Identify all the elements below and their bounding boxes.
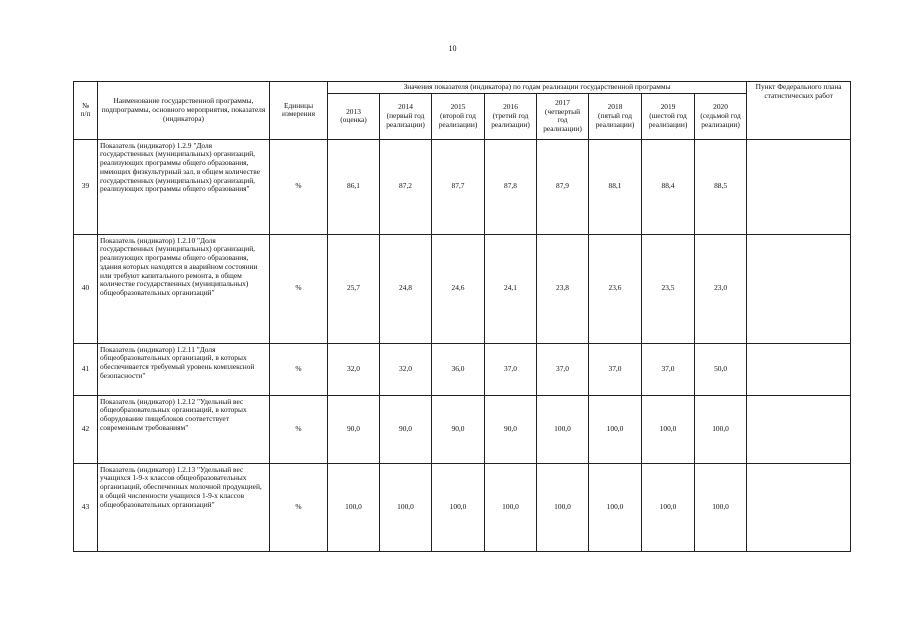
indicator-name: Показатель (индикатор) 1.2.11 "Доля общеобразовательных организаций, в которых обеспечивается требуемый уровень комплексной безопасности" <box>98 343 270 395</box>
value-cell-2019: 23,5 <box>642 234 695 343</box>
value-cell-2020: 100,0 <box>695 463 747 551</box>
header-year-note: (второй год реализации) <box>438 110 478 129</box>
federal-plan-cell <box>747 139 851 234</box>
header-year-2017 <box>537 93 589 139</box>
header-year-label: 2020 <box>713 102 728 112</box>
value-cell-2019: 100,0 <box>642 463 695 551</box>
unit-cell: % <box>270 234 328 343</box>
row-number: 43 <box>74 463 98 551</box>
table-body <box>74 139 851 551</box>
table-row <box>74 139 851 234</box>
value-cell-2020: 100,0 <box>695 395 747 463</box>
unit-cell: % <box>270 463 328 551</box>
header-year-2018 <box>589 93 642 139</box>
value-cell-2017: 100,0 <box>537 463 589 551</box>
indicator-name: Показатель (индикатор) 1.2.13 "Удельный вес учащихся 1-9-х классов общеобразовательных организаций, обеспеченных молочной продукцией, в общей численности учащихся 1-9-х классов общеобразовательных организаций" <box>98 463 270 551</box>
federal-plan-cell <box>747 343 851 395</box>
header-federal: Пункт Федерального плана статистических работ <box>747 82 851 140</box>
header-year-2020 <box>695 93 747 139</box>
value-cell-2015: 100,0 <box>432 463 485 551</box>
value-cell-2016: 24,1 <box>485 234 537 343</box>
value-cell-2014: 32,0 <box>380 343 432 395</box>
value-cell-2014: 90,0 <box>380 395 432 463</box>
header-year-2015 <box>432 93 485 139</box>
value-cell-2015: 87,7 <box>432 139 485 234</box>
value-cell-2017: 23,8 <box>537 234 589 343</box>
value-cell-2015: 24,6 <box>432 234 485 343</box>
indicator-name: Показатель (индикатор) 1.2.12 "Удельный вес общеобразовательных организаций, в которых оборудование пищеблоков соответствует современным требованиям" <box>98 395 270 463</box>
value-cell-2013: 86,1 <box>328 139 380 234</box>
value-cell-2019: 88,4 <box>642 139 695 234</box>
header-values-group: Значения показателя (индикатора) по годам реализации государственной программы <box>328 82 747 94</box>
header-year-label: 2016 <box>503 102 518 112</box>
header-year-note: (первый год реализации) <box>386 110 425 129</box>
header-name: Наименование государственной программы, подпрограммы, основного мероприятия, показателя (индикатора) <box>98 82 270 140</box>
header-year-label: 2013 <box>346 106 361 116</box>
unit-cell: % <box>270 343 328 395</box>
value-cell-2017: 37,0 <box>537 343 589 395</box>
indicators-table <box>73 81 851 552</box>
value-cell-2018: 100,0 <box>589 395 642 463</box>
header-year-note: (четвертый год реализации) <box>543 106 582 133</box>
header-unit: Единицы измерения <box>270 82 328 140</box>
row-number: 40 <box>74 234 98 343</box>
federal-plan-cell <box>747 463 851 551</box>
header-year-2016 <box>485 93 537 139</box>
value-cell-2018: 100,0 <box>589 463 642 551</box>
unit-cell: % <box>270 395 328 463</box>
value-cell-2019: 100,0 <box>642 395 695 463</box>
header-year-note: (пятый год реализации) <box>595 110 635 129</box>
indicator-name: Показатель (индикатор) 1.2.9 "Доля государственных (муниципальных) организаций, реализующих программы общего образования, имеющих физкультурный зал, в общем количестве государственных (муниципальных) организаций, реализующих программы общего образования" <box>98 139 270 234</box>
value-cell-2015: 90,0 <box>432 395 485 463</box>
value-cell-2014: 100,0 <box>380 463 432 551</box>
row-number: 42 <box>74 395 98 463</box>
table-row <box>74 463 851 551</box>
value-cell-2016: 100,0 <box>485 463 537 551</box>
value-cell-2014: 24,8 <box>380 234 432 343</box>
value-cell-2017: 87,9 <box>537 139 589 234</box>
value-cell-2020: 88,5 <box>695 139 747 234</box>
value-cell-2019: 37,0 <box>642 343 695 395</box>
value-cell-2016: 87,8 <box>485 139 537 234</box>
header-year-note: (седьмой год реализации) <box>700 110 741 129</box>
value-cell-2018: 37,0 <box>589 343 642 395</box>
table-header <box>74 82 851 140</box>
indicator-name: Показатель (индикатор) 1.2.10 "Доля государственных (муниципальных) организаций, реализующих программы общего образования, здания которых находятся в аварийном состоянии или требуют капитального ремонта, в общем количестве государственных (муниципальных) общеобразовательных организаций" <box>98 234 270 343</box>
value-cell-2013: 90,0 <box>328 395 380 463</box>
header-year-2019 <box>642 93 695 139</box>
value-cell-2018: 23,6 <box>589 234 642 343</box>
header-year-note: (оценка) <box>340 115 367 125</box>
header-num: № п/п <box>74 82 98 140</box>
header-year-2013 <box>328 93 380 139</box>
value-cell-2020: 50,0 <box>695 343 747 395</box>
table-row <box>74 234 851 343</box>
header-year-label: 2018 <box>607 102 623 112</box>
value-cell-2016: 90,0 <box>485 395 537 463</box>
header-year-label: 2015 <box>450 102 466 112</box>
federal-plan-cell <box>747 395 851 463</box>
value-cell-2016: 37,0 <box>485 343 537 395</box>
federal-plan-cell <box>747 234 851 343</box>
header-year-note: (третий год реализации) <box>491 110 530 129</box>
value-cell-2014: 87,2 <box>380 139 432 234</box>
header-year-label: 2014 <box>398 102 413 112</box>
row-number: 39 <box>74 139 98 234</box>
page-number: 10 <box>448 44 457 53</box>
header-year-label: 2017 <box>555 97 570 107</box>
unit-cell: % <box>270 139 328 234</box>
value-cell-2020: 23,0 <box>695 234 747 343</box>
row-number: 41 <box>74 343 98 395</box>
header-year-2014 <box>380 93 432 139</box>
value-cell-2013: 100,0 <box>328 463 380 551</box>
value-cell-2013: 32,0 <box>328 343 380 395</box>
value-cell-2017: 100,0 <box>537 395 589 463</box>
table-row <box>74 395 851 463</box>
header-year-label: 2019 <box>660 102 676 112</box>
table-row <box>74 343 851 395</box>
value-cell-2013: 25,7 <box>328 234 380 343</box>
header-year-note: (шестой год реализации) <box>648 110 688 129</box>
value-cell-2018: 88,1 <box>589 139 642 234</box>
value-cell-2015: 36,0 <box>432 343 485 395</box>
